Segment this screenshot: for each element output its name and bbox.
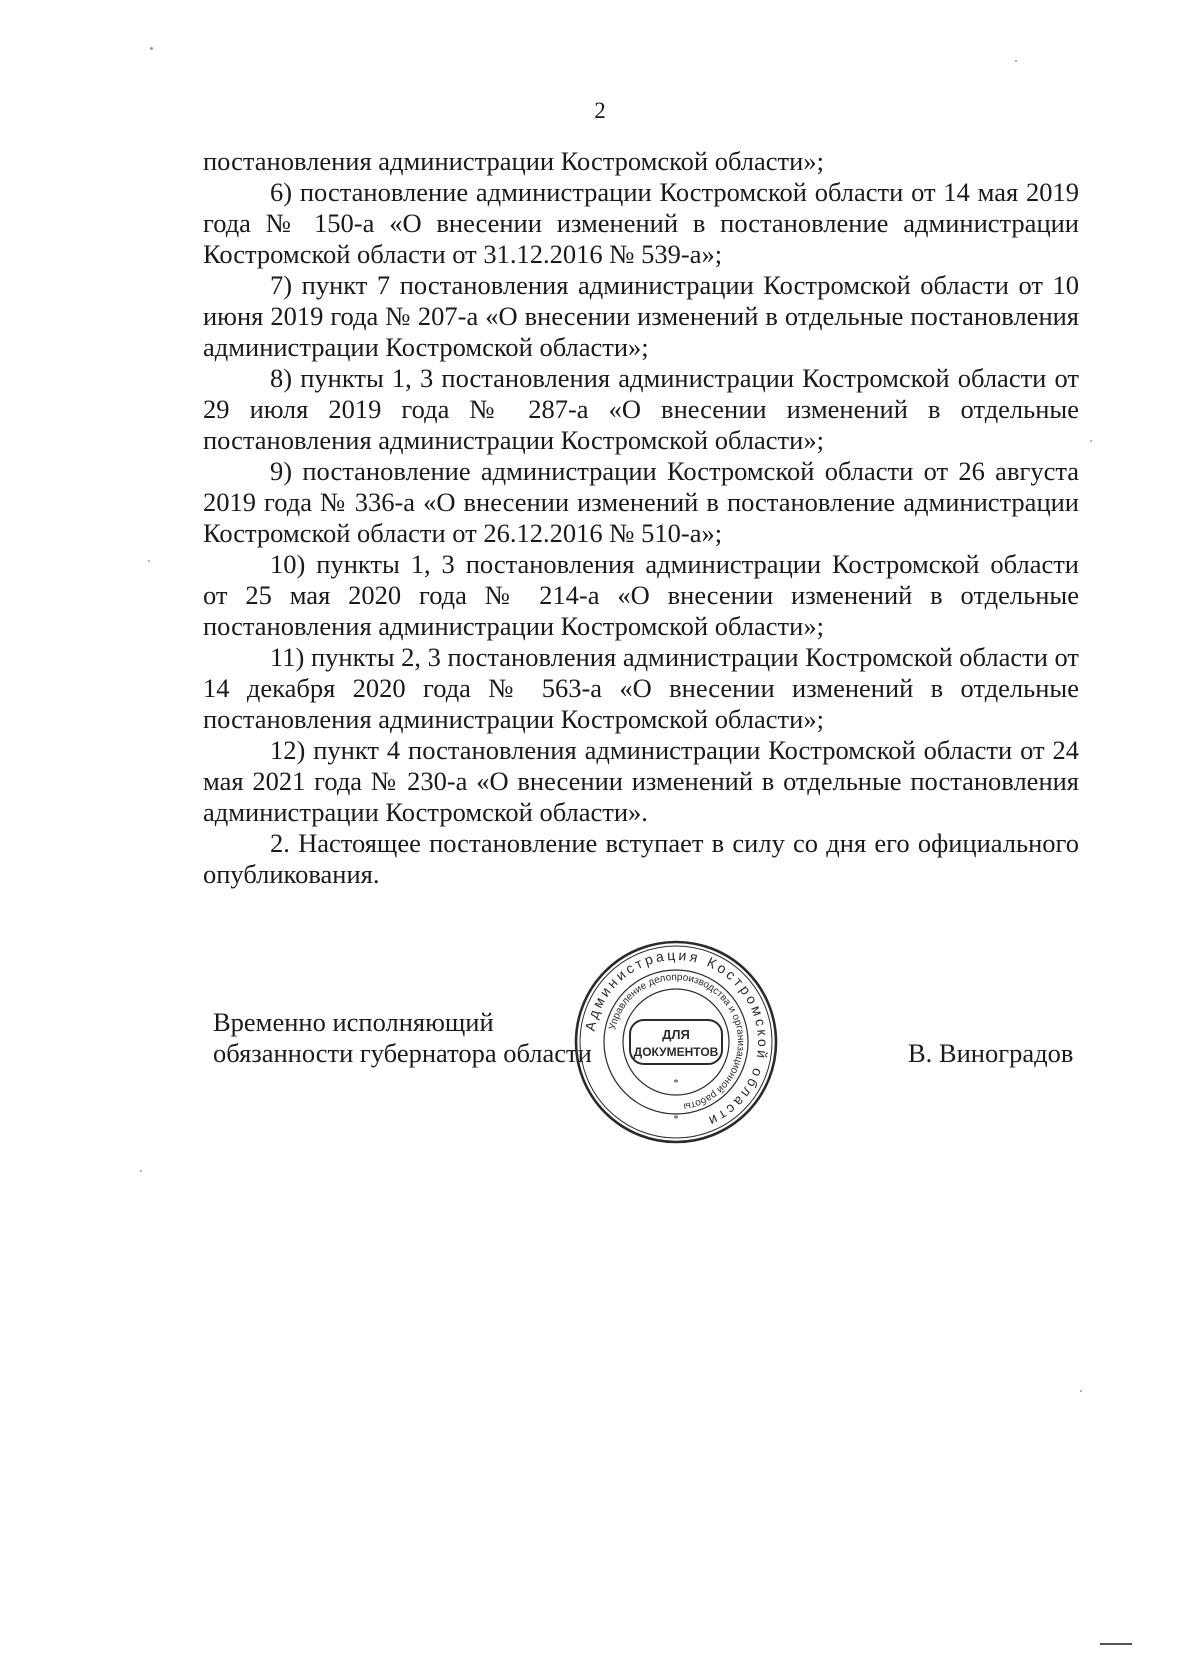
seal-inner-text: Управление делопроизводства и организационной работы — [607, 971, 747, 1112]
svg-text:*: * — [673, 1114, 679, 1125]
seal-center-line-2: ДОКУМЕНТОВ — [633, 1045, 719, 1059]
signatory-title-line-1: Временно исполняющий — [213, 1007, 494, 1037]
signatory-title-line-2: обязанности губернатора области — [213, 1038, 592, 1068]
signatory-name: В. Виноградов — [908, 1038, 1074, 1068]
paragraph-9: 2. Настоящее постановление вступает в силу со дня его официального опубликования. — [203, 828, 1079, 889]
paragraph-1: постановления администрации Костромской области»; — [203, 146, 824, 176]
official-seal-stamp — [572, 938, 780, 1146]
paragraph-4: 8) пункты 1, 3 постановления администрации Костромской области от 29 июля 2019 года № 287-а «О внесении изменений в отдельные постановления администрации Костромской области»; — [203, 363, 1079, 455]
document-body — [203, 146, 1079, 890]
page-number: 2 — [594, 98, 606, 123]
paragraph-8: 12) пункт 4 постановления администрации Костромской области от 24 мая 2021 года № 230-а «О внесении изменений в отдельные постановления администрации Костромской области». — [203, 735, 1079, 827]
paragraph-5: 9) постановление администрации Костромской области от 26 августа 2019 года № 336-а «О внесении изменений в постановление администрации Костромской области от 26.12.2016 № 510-а»; — [203, 456, 1079, 548]
seal-center-line-1: ДЛЯ — [662, 1027, 690, 1042]
seal-icon — [572, 938, 780, 1146]
paragraph-7: 11) пункты 2, 3 постановления администрации Костромской области от 14 декабря 2020 года № 563-а «О внесении изменений в отдельные постановления администрации Костромской области»; — [203, 642, 1079, 734]
paragraph-3: 7) пункт 7 постановления администрации Костромской области от 10 июня 2019 года № 207-а «О внесении изменений в отдельные постановления администрации Костромской области»; — [203, 270, 1079, 362]
svg-text:*: * — [673, 1078, 679, 1089]
signatory-title — [213, 1007, 592, 1069]
seal-outer-text: Администрация Костромской области — [581, 946, 772, 1131]
paragraph-6: 10) пункты 1, 3 постановления администрации Костромской области от 25 мая 2020 года № 214-а «О внесении изменений в отдельные постановления администрации Костромской области»; — [203, 549, 1079, 641]
paragraph-2: 6) постановление администрации Костромской области от 14 мая 2019 года № 150-а «О внесении изменений в постановление администрации Костромской области от 31.12.2016 № 539-а»; — [203, 177, 1079, 269]
